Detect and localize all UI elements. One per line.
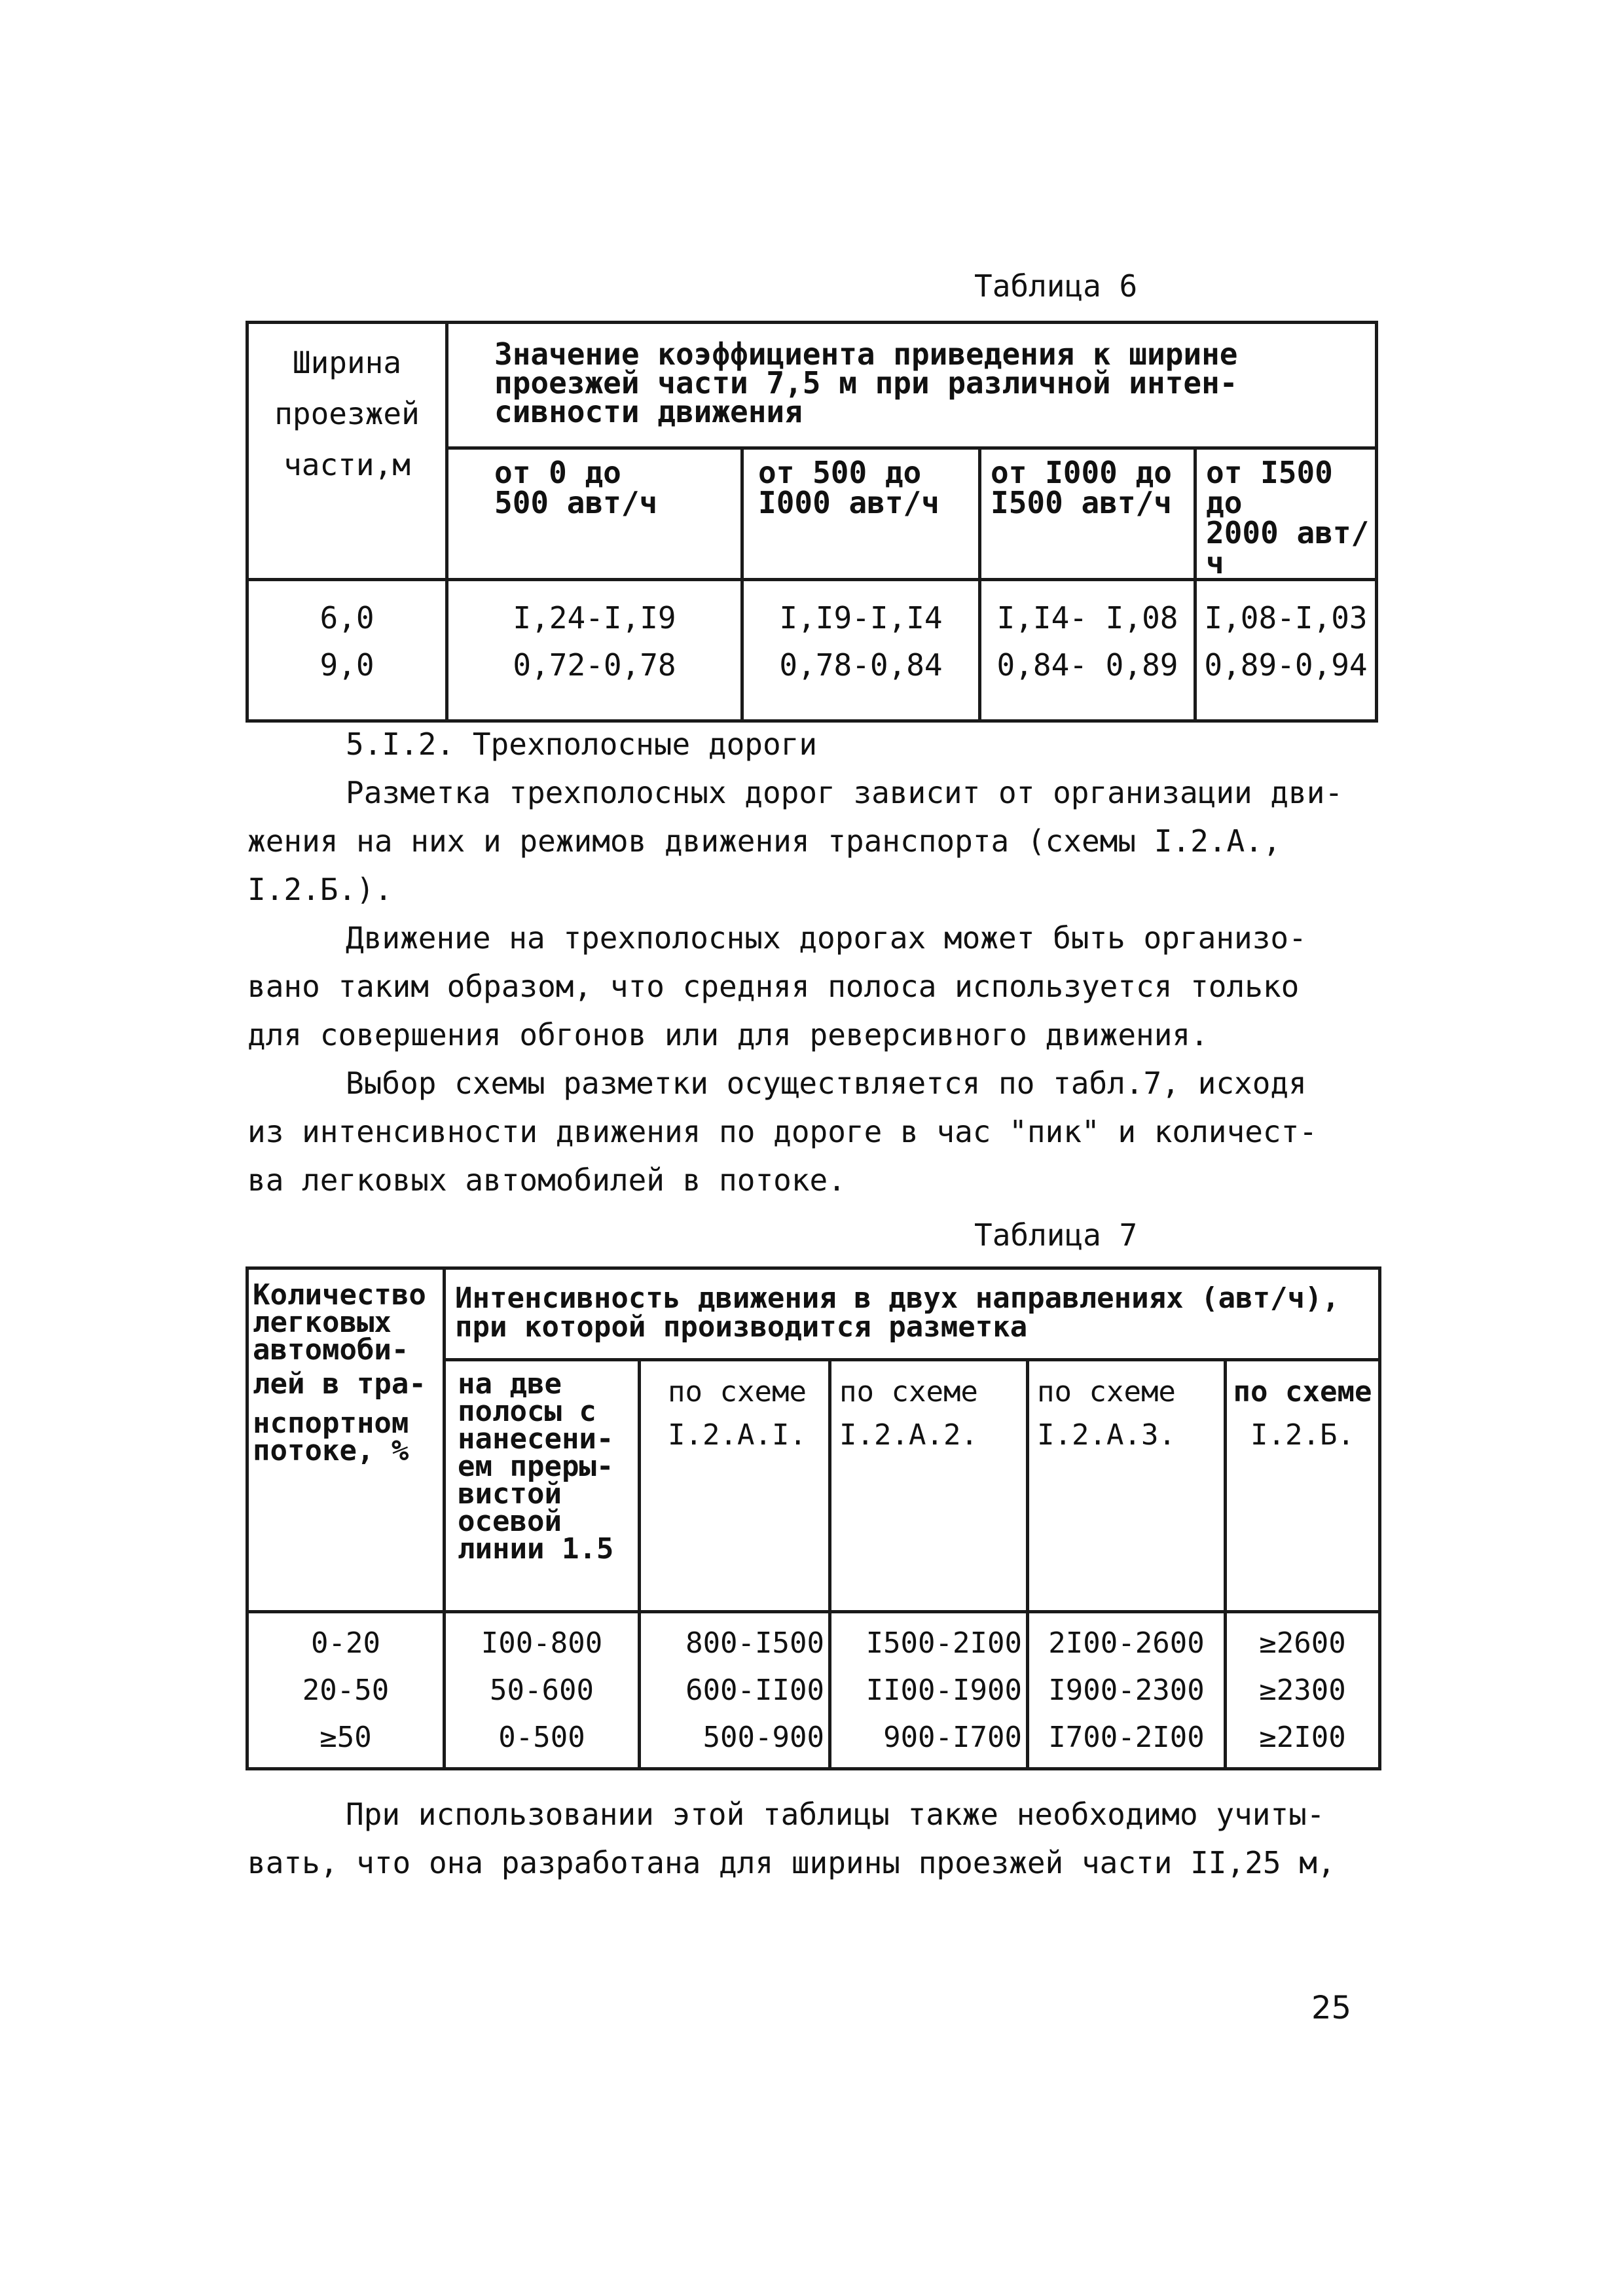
table7-col-scheme-3: 2I00-2600 I900-2300 I700-2I00	[1028, 1612, 1226, 1769]
table6-caption: Таблица 6	[974, 268, 1138, 304]
table7-col-scheme-2: I500-2I00 II00-I900 900-I700	[830, 1612, 1028, 1769]
table6-subheader-2: от 500 до I000 авт/ч	[742, 448, 980, 580]
table6-col-1000-1500: I,I4- I,08 0,84- 0,89	[980, 580, 1195, 721]
table6-subheader-4: от I500 до 2000 авт/ч	[1195, 448, 1377, 580]
page-number: 25	[1311, 1990, 1352, 2026]
table7-col-scheme-1: 800-I500 600-II00 500-900	[640, 1612, 830, 1769]
table7-col-share: 0-20 20-50 ≥50	[247, 1612, 445, 1769]
paragraph-1: Разметка трехполосных дорог зависит от организации дви- жения на них и режимов движения транспорта (схемы I.2.А., I.2.Б.).	[247, 775, 1343, 907]
table6-col-width: 6,0 9,0	[247, 580, 447, 721]
table6-subheader-1: от 0 до 500 авт/ч	[447, 448, 742, 580]
section-heading: 5.I.2. Трехполосные дороги	[346, 726, 818, 762]
table7-subheader-scheme-2: по схеме I.2.А.2.	[830, 1360, 1028, 1612]
paragraph-3: Выбор схемы разметки осуществляется по табл.7, исходя из интенсивности движения по дороге в час "пик" и количест- ва легковых автомобилей в потоке.	[247, 1066, 1317, 1198]
table6	[246, 321, 1378, 723]
closing-paragraph: При использовании этой таблицы также необходимо учиты- вать, что она разработана для ширины проезжей части II,25 м,	[247, 1797, 1336, 1880]
table7	[246, 1266, 1381, 1770]
table6-col-1500-2000: I,08-I,03 0,89-0,94	[1195, 580, 1377, 721]
table7-subheader-two-lanes: на две полосы с нанесени- ем преры- вистой осевой линии 1.5	[445, 1360, 640, 1612]
table7-caption: Таблица 7	[974, 1217, 1138, 1253]
table6-col-500-1000: I,I9-I,I4 0,78-0,84	[742, 580, 980, 721]
table6-width-header: Ширина проезжей части,м	[247, 323, 447, 580]
table7-col-two-lanes: I00-800 50-600 0-500	[445, 1612, 640, 1769]
section-body	[247, 720, 1413, 1204]
table7-subheader-scheme-b: по схеме I.2.Б.	[1226, 1360, 1380, 1612]
table6-group-header: Значение коэффициента приведения к ширине проезжей части 7,5 м при различной интен- сивности движения	[447, 323, 1377, 448]
table7-col-scheme-b: ≥2600 ≥2300 ≥2I00	[1226, 1612, 1380, 1769]
paragraph-2: Движение на трехполосных дорогах может быть организо- вано таким образом, что средняя полоса используется только для совершения обгонов или для реверсивного движения.	[247, 920, 1307, 1052]
table7-subheader-scheme-1: по схеме I.2.А.I.	[640, 1360, 830, 1612]
table7-group-header: Интенсивность движения в двух направлениях (авт/ч), при которой производится разметка	[445, 1268, 1380, 1360]
table6-subheader-3: от I000 до I500 авт/ч	[980, 448, 1195, 580]
table6-col-0-500: I,24-I,I9 0,72-0,78	[447, 580, 742, 721]
table7-subheader-scheme-3: по схеме I.2.А.3.	[1028, 1360, 1226, 1612]
table7-share-header: Количество легковых автомоби- лей в тра- нспортном потоке, %	[247, 1268, 445, 1612]
